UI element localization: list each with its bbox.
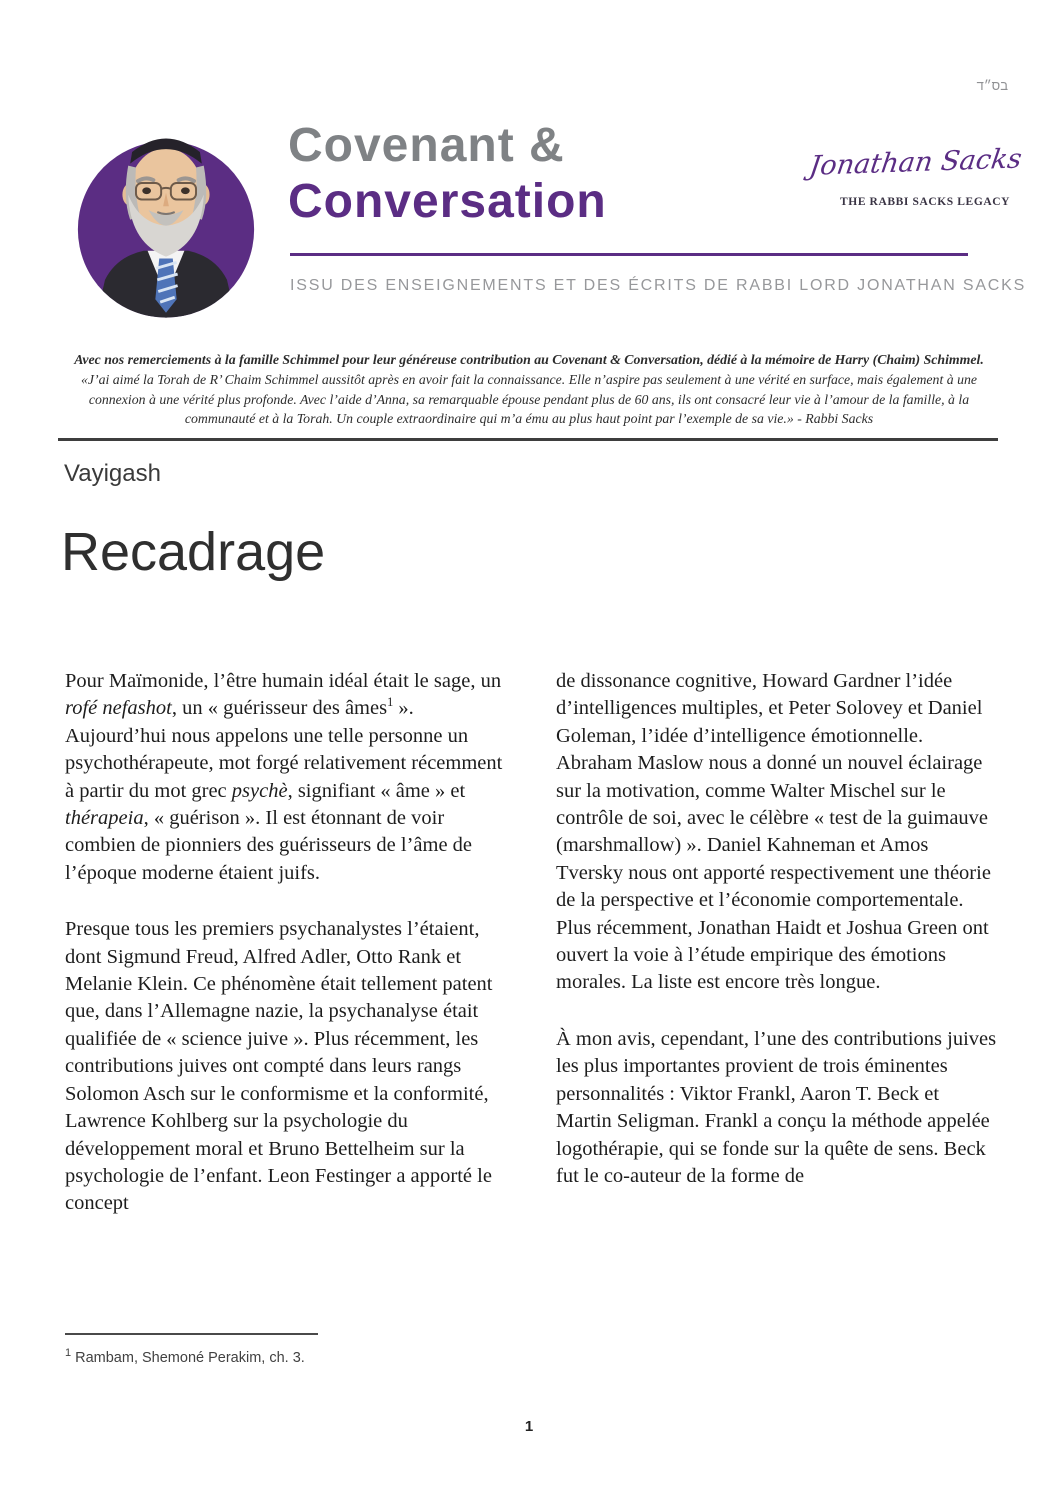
dedication-quote-text: «J’ai aimé la Torah de R’ Chaim Schimmel aussitôt après en avoir fait la connaissance. Elle n’aspire pas seulement à une vérité en surface, mais également à une connexion à une vérité plus profonde. Avec l’aide d’Anna, sa remarquable épouse pendant plus de 60 ans, ils ont consacré leur vie à l’amour de la famille, à la communauté et à la Torah. Un couple extraordinaire qui m’a ému au plus haut point par l’exemple de sa vie.» - Rabbi Sacks	[80, 371, 977, 427]
jonathan-sacks-signature: Jonathan Sacks	[807, 143, 1024, 182]
wordmark-line1: Covenant &	[288, 119, 565, 172]
wordmark-divider	[290, 253, 968, 256]
right-column	[556, 668, 998, 1247]
wordmark-line2: Conversation	[288, 175, 607, 228]
body-paragraph: Pour Maïmonide, l’être humain idéal était le sage, un rofé nefashot, un « guérisseur des âmes$^1$ ». Aujourd’hui nous appelons une telle personne un psychothérapeute, mot forgé relativement récemment à partir du mot grec psychè, signifiant « âme » et thérapeia, « guérison ». Il est étonnant de voir combien de pionniers des guérisseurs de l’âme de l’époque moderne étaient juifs.	[65, 670, 503, 884]
covenant-conversation-wordmark	[288, 118, 607, 230]
footnote-marker: 1	[65, 1347, 72, 1359]
article-title: Recadrage	[61, 522, 326, 582]
article-body	[65, 668, 999, 1247]
footnote	[65, 1347, 305, 1366]
rabbi-sacks-legacy-label: THE RABBI SACKS LEGACY	[840, 196, 1011, 208]
parsha-name: Vayigash	[64, 460, 161, 487]
footnote-text: Rambam, Shemoné Perakim, ch. 3.	[75, 1349, 305, 1366]
footnote-divider	[65, 1333, 318, 1335]
hebrew-dedication-mark: בס״ד	[976, 78, 1008, 93]
dedication-bold-text: Avec nos remerciements à la famille Schimmel pour leur généreuse contribution au Covenant & Conversation, dédié à la mémoire de Harry (Chaim) Schimmel.	[74, 352, 984, 367]
body-paragraph: Presque tous les premiers psychanalystes l’étaient, dont Sigmund Freud, Alfred Adler, Otto Rank et Melanie Klein. Ce phénomène était tellement patent que, dans l’Allemagne nazie, la psychanalyse était qualifiée de « science juive ». Plus récemment, les contributions juives ont compté dans leurs rangs Solomon Asch sur le conformisme et la conformité, Lawrence Kohlberg sur la psychologie du développement moral et Bruno Bettelheim sur la psychologie de l’enfant. Leon Festinger a apporté le concept	[65, 918, 493, 1215]
series-subtitle: ISSU DES ENSEIGNEMENTS ET DES ÉCRITS DE RABBI LORD JONATHAN SACKS	[290, 277, 1027, 294]
body-paragraph: de dissonance cognitive, Howard Gardner l’idée d’intelligences multiples, et Peter Solovey et Daniel Goleman, l’idée d’intelligence émotionnelle. Abraham Maslow nous a donné un nouvel éclairage sur la motivation, comme Walter Mischel sur le contrôle de soi, avec le célèbre « test de la guimauve (marshmallow) ». Daniel Kahneman et Amos Tversky nous ont apporté respectivement une théorie de la perspective et l’économie comportementale. Plus récemment, Jonathan Haidt et Joshua Green ont ouvert la voie à l’étude empirique des émotions morales. La liste est encore très longue.	[556, 670, 991, 994]
header-divider-rule	[58, 438, 998, 441]
dedication-paragraph	[62, 350, 996, 429]
body-paragraph: À mon avis, cependant, l’une des contributions juives les plus importantes provient de trois éminentes personnalités : Viktor Frankl, Aaron T. Beck et Martin Seligman. Frankl a conçu la méthode appelée logothérapie, qui se fonde sur la quête de sens. Beck fut le co-auteur de la forme de	[556, 1027, 997, 1187]
rabbi-sacks-portrait	[74, 104, 258, 324]
page-number: 1	[524, 1418, 534, 1435]
left-column	[65, 668, 507, 1247]
